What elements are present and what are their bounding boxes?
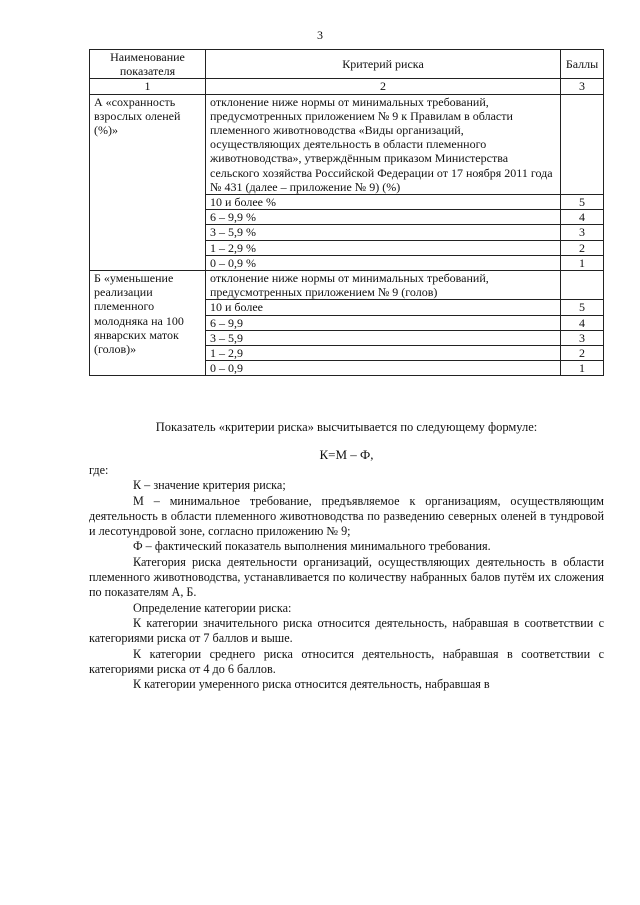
- score-cell: 5: [561, 195, 604, 210]
- score-cell: 3: [561, 225, 604, 240]
- range-cell: 0 – 0,9 %: [206, 255, 561, 270]
- criterion-a-score: [561, 94, 604, 194]
- indicator-a: А «сохранность взрослых оленей (%)»: [90, 94, 206, 270]
- range-cell: 1 – 2,9 %: [206, 240, 561, 255]
- score-cell: 5: [561, 300, 604, 315]
- range-cell: 0 – 0,9: [206, 361, 561, 376]
- paragraph: Категория риска деятельности организаций, осуществляющих деятельность в области племенного животноводства, устанавливается по количеству набранных балов путём их сложения по показателям А, Б.: [89, 554, 604, 600]
- paragraph: К – значение критерия риска;: [133, 478, 286, 493]
- table-header-row: [90, 50, 604, 79]
- risk-criteria-table: [89, 49, 604, 376]
- table-row: [90, 271, 604, 300]
- formula-intro: Показатель «критерии риска» высчитывается по следующему формуле:: [155, 420, 538, 434]
- range-cell: 3 – 5,9 %: [206, 225, 561, 240]
- page-number: 3: [317, 28, 323, 42]
- score-cell: 4: [561, 210, 604, 225]
- score-cell: 1: [561, 255, 604, 270]
- range-cell: 10 и более: [206, 300, 561, 315]
- score-cell: 2: [561, 240, 604, 255]
- body-text: [89, 463, 604, 692]
- range-cell: 6 – 9,9: [206, 315, 561, 330]
- paragraph: К категории значительного риска относится деятельность, набравшая в соответствии с категориями риска от 7 баллов и выше.: [89, 615, 604, 646]
- paragraph: Определение категории риска:: [133, 600, 292, 615]
- range-cell: 6 – 9,9 %: [206, 210, 561, 225]
- paragraph: К категории среднего риска относится деятельность, набравшая в соответствии с категориями риска от 4 до 6 баллов.: [89, 646, 604, 676]
- score-cell: 3: [561, 330, 604, 345]
- criterion-b-score: [561, 271, 604, 300]
- where-label: где:: [89, 463, 109, 477]
- indicator-b: Б «уменьшение реализации племенного молодняка на 100 январских маток (голов)»: [90, 271, 206, 376]
- range-cell: 1 – 2,9: [206, 346, 561, 361]
- paragraph: К категории умеренного риска относится деятельность, набравшая в: [133, 677, 490, 692]
- column-number-3: 3: [561, 79, 604, 94]
- paragraph: Ф – фактический показатель выполнения минимального требования.: [133, 539, 491, 554]
- column-number-2: 2: [206, 79, 561, 94]
- score-cell: 4: [561, 315, 604, 330]
- criterion-b: отклонение ниже нормы от минимальных требований, предусмотренных приложением № 9 (голов): [206, 271, 561, 300]
- score-cell: 2: [561, 346, 604, 361]
- header-score: Баллы: [561, 50, 604, 79]
- criterion-a: отклонение ниже нормы от минимальных требований, предусмотренных приложением № 9 к Правилам в области племенного животноводства «Виды организаций, осуществляющих деятельность в области племенного животноводства», утверждённым приказом Министерства сельского хозяйства Российской Федерации от 17 ноября 2011 года № 431 (далее – приложение № 9) (%): [206, 94, 561, 194]
- column-number-row: [90, 79, 604, 94]
- column-number-1: 1: [90, 79, 206, 94]
- range-cell: 10 и более %: [206, 195, 561, 210]
- paragraph: М – минимальное требование, предъявляемое к организациям, осуществляющим деятельность в области племенного животноводства по разведению северных оленей в тундровой и лесотундровой зоне, согласно приложению № 9;: [89, 493, 604, 539]
- header-indicator: Наименование показателя: [90, 50, 206, 79]
- formula: К=М – Ф,: [319, 447, 374, 462]
- header-criterion: Критерий риска: [206, 50, 561, 79]
- table-row: [90, 94, 604, 194]
- score-cell: 1: [561, 361, 604, 376]
- range-cell: 3 – 5,9: [206, 330, 561, 345]
